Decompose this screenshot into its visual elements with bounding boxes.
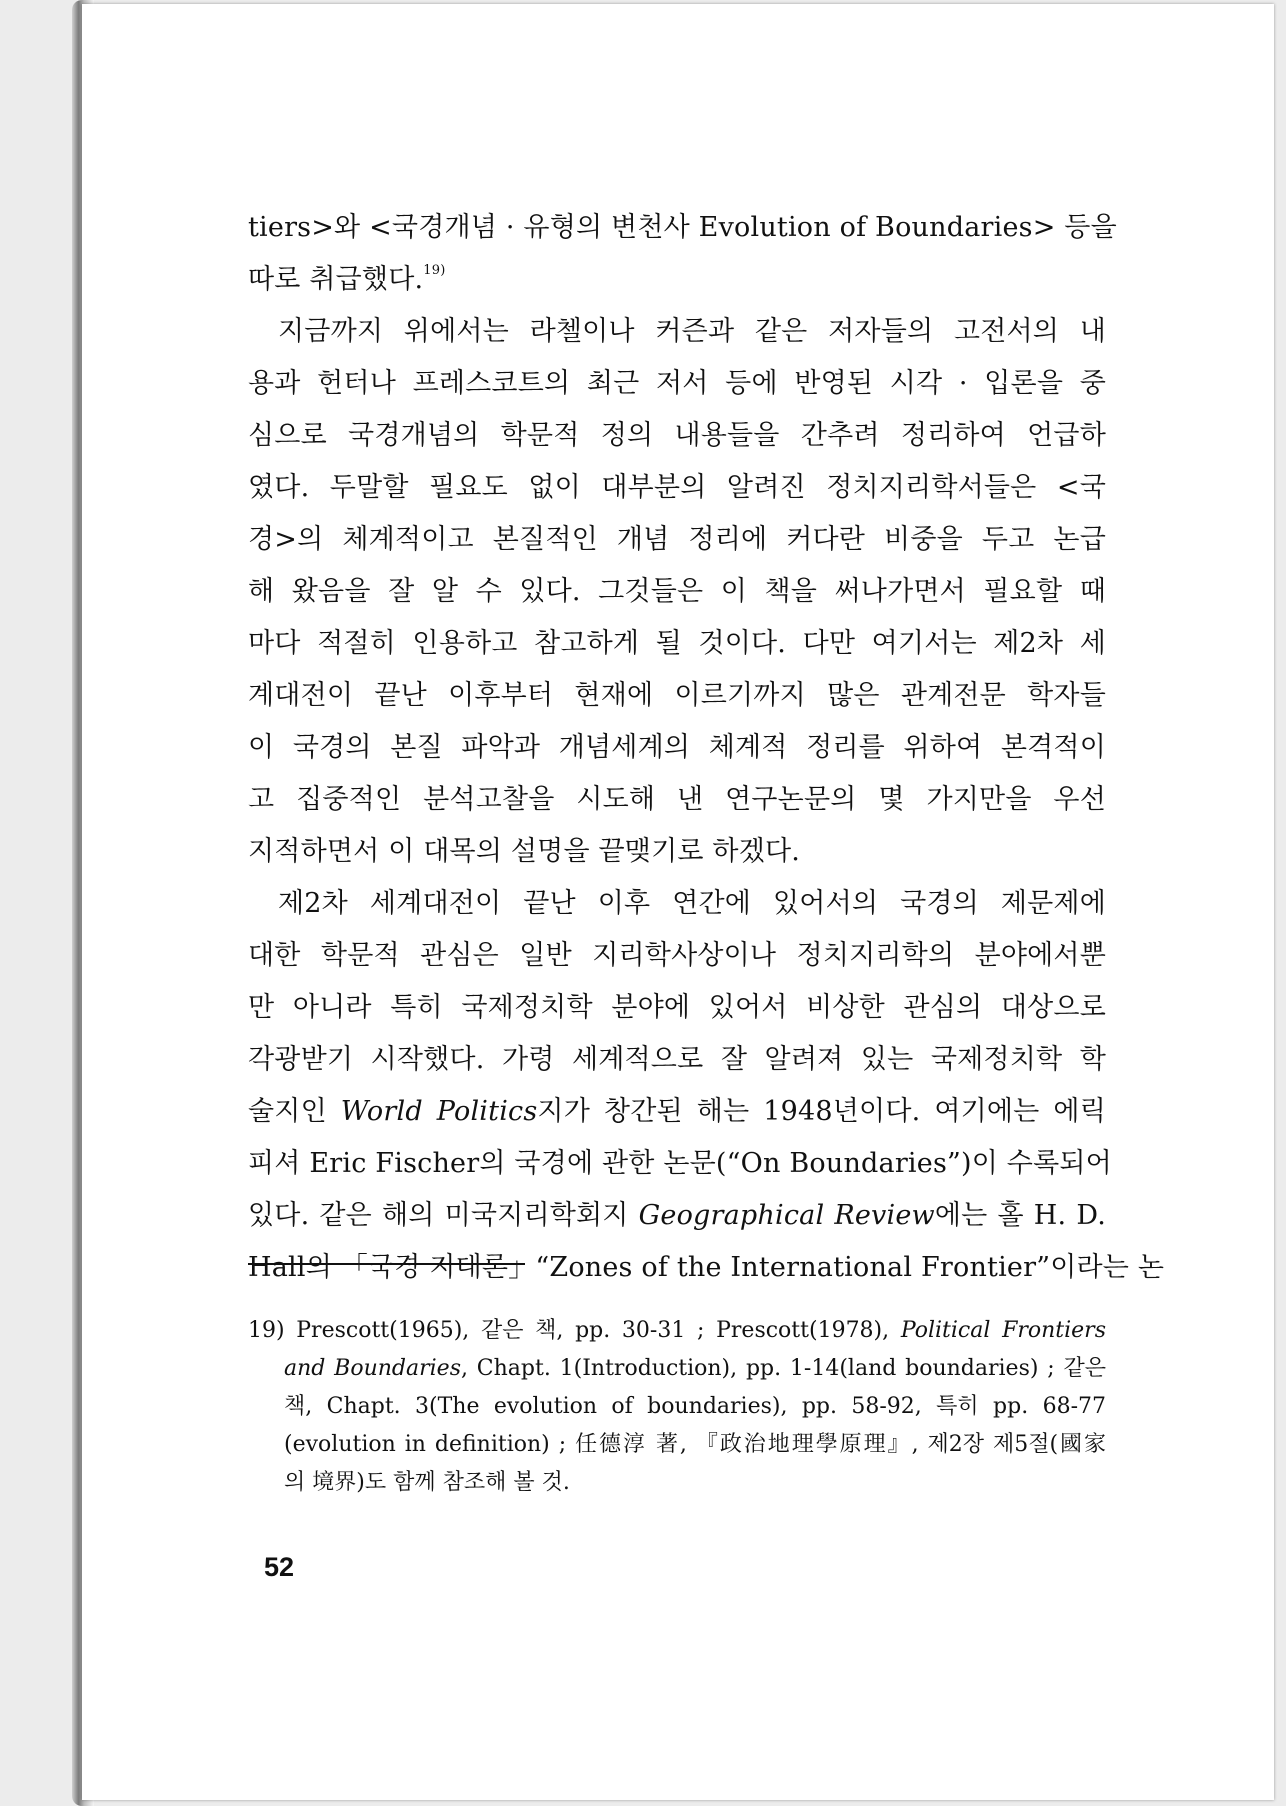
text-line: 이 국경의 본질 파악과 개념세계의 체계적 정리를 위하여 본격적이 [248,732,1106,763]
journal-title: World Politics [340,1096,538,1127]
text-line: 고 집중적인 분석고찰을 시도해 낸 연구논문의 몇 가지만을 우선 [248,784,1106,815]
text-line: 지적하면서 이 대목의 설명을 끝맺기로 하겠다. [248,836,801,867]
text-line: 제2차 세계대전이 끝난 이후 연간에 있어서의 국경의 제문제에 [278,888,1106,919]
body-text [248,202,1165,1294]
footnote-reference[interactable]: 19) [423,263,446,278]
text-line: 심으로 국경개념의 학문적 정의 내용들을 간추려 정리하여 언급하 [248,420,1106,451]
text-line: 대한 학문적 관심은 일반 지리학사상이나 정치지리학의 분야에서뿐 [248,940,1106,971]
text-line: 있다. 같은 해의 미국지리학회지 Geographical Review에는 홀 H. D. [248,1200,1107,1231]
footnote-divider [248,1263,525,1265]
page-number: 52 [264,1552,295,1582]
text-line: 피셔 Eric Fischer의 국경에 관한 논문(“On Boundaries”)이 수록되어 [248,1148,1112,1179]
text-line: 지금까지 위에서는 라첼이나 커즌과 같은 저자들의 고전서의 내 [278,316,1106,347]
text-line: 해 왔음을 잘 알 수 있다. 그것들은 이 책을 써나가면서 필요할 때 [248,576,1106,607]
text-line: 각광받기 시작했다. 가령 세계적으로 잘 알려져 있는 국제정치학 학 [248,1044,1106,1075]
text-line: 경>의 체계적이고 본질적인 개념 정리에 커다란 비중을 두고 논급 [248,524,1106,555]
text-line: 마다 적절히 인용하고 참고하게 될 것이다. 다만 여기서는 제2차 세 [248,628,1106,659]
text-line: 였다. 두말할 필요도 없이 대부분의 알려진 정치지리학서들은 <국 [248,472,1106,503]
text-line: 술지인 World Politics지가 창간된 해는 1948년이다. 여기에는 에릭 [248,1096,1106,1127]
footnote-line: and Boundaries, Chapt. 1(Introduction), pp. 1-14(land boundaries) ; 같은 [284,1356,1106,1381]
book-title: Political Frontiers [900,1318,1106,1343]
footnote-line: 19) Prescott(1965), 같은 책, pp. 30-31 ; Prescott(1978), Political Frontiers [248,1318,1106,1343]
book-title: and Boundaries [284,1356,461,1381]
text-line: 용과 헌터나 프레스코트의 최근 저서 등에 반영된 시각 · 입론을 중 [248,368,1106,399]
text-line: Hall의 「국경 지대론」“Zones of the International Frontier”이라는 논 [248,1252,1165,1283]
footnote-line: 의 境界)도 함께 참조해 볼 것. [284,1470,570,1495]
journal-title: Geographical Review [638,1200,935,1231]
footnote-line: 책, Chapt. 3(The evolution of boundaries), pp. 58-92, 특히 pp. 68-77 [284,1394,1106,1419]
footnote [248,1312,1106,1502]
footnote-line: (evolution in definition) ; 任德淳 著, 『政治地理學原理』, 제2장 제5절(國家 [284,1432,1106,1457]
text-line: 계대전이 끝난 이후부터 현재에 이르기까지 많은 관계전문 학자들 [248,680,1106,711]
text-line: tiers>와 <국경개념 · 유형의 변천사 Evolution of Boundaries> 등을 [248,212,1117,243]
text-line: 만 아니라 특히 국제정치학 분야에 있어서 비상한 관심의 대상으로 [248,992,1106,1023]
text-line: 따로 취급했다.$^{19)}$ [248,263,446,295]
